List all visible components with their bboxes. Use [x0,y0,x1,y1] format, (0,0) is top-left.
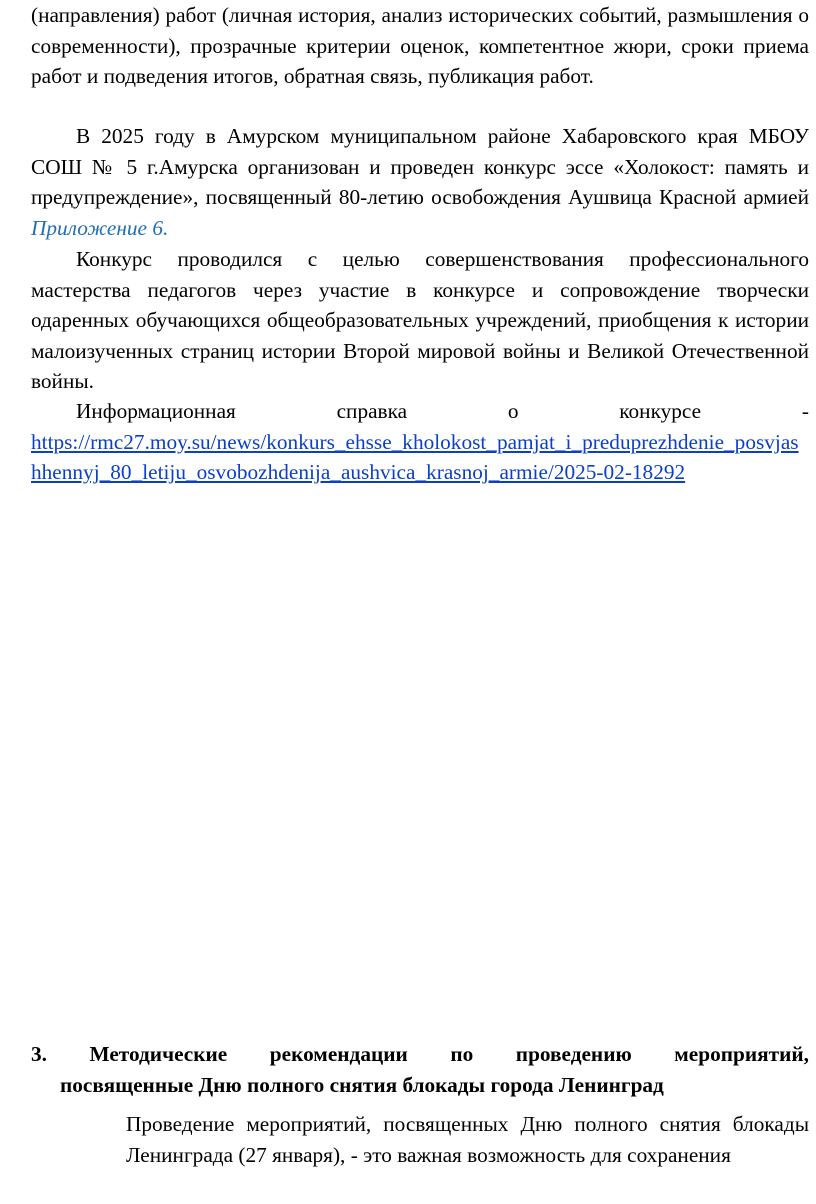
section-3-paragraph: Проведение мероприятий, посвященных Дню полного снятия блокады Ленинграда (27 января), - это важная возможность для сохранения [126,1112,809,1167]
heading-word-6: мероприятий, [674,1042,809,1066]
info-word-4: конкурсе [619,399,702,423]
heading-word-3: рекомендации [269,1042,408,1066]
info-reference-line [31,396,809,427]
info-word-1: Информационная [76,399,236,423]
paragraph-contest-purpose: Конкурс проводился с целью совершенствования профессионального мастерства педагогов через участие в конкурсе и сопровождение творчески одаренных обучающихся общеобразовательных учреждений, приобщения к истории малоизученных страниц истории Второй мировой войны и Великой Отечественной войны. [31,247,809,393]
paragraph-contest-2025 [31,121,809,243]
section-3-heading-line-2: посвященные Дню полного снятия блокады города Ленинград [60,1072,664,1097]
info-word-3: о [507,399,519,423]
paragraph-criteria: (направления) работ (личная история, анализ исторических событий, размышления о современности), прозрачные критерии оценок, компетентное жюри, сроки приема работ и подведения итогов, обратная связь, публикация работ. [31,3,809,88]
info-word-2: справка [336,399,408,423]
contest-info-url-link[interactable]: https://rmc27.moy.su/news/konkurs_ehsse_kholokost_pamjat_i_preduprezhdenie_posvjashhennyj_80_letiju_osvobozhdenija_aushvica_krasnoj_armie/2025-02-18292 [31,429,799,484]
section-3-heading [31,1039,809,1100]
section-3-heading-line-1 [31,1039,809,1070]
heading-word-4: по [450,1042,474,1066]
heading-word-1: 3. [31,1042,47,1066]
info-dash: - [801,399,809,423]
heading-word-5: проведению [515,1042,632,1066]
paragraph-info-reference [31,396,809,488]
appendix-6-link[interactable]: Приложение 6. [31,215,169,240]
heading-word-2: Методические [89,1042,228,1066]
paragraph-contest-2025-text: В 2025 году в Амурском муниципальном районе Хабаровского края МБОУ СОШ № 5 г.Амурска организован и проведен конкурс эссе «Холокост: память и предупреждение», посвященный 80-летию освобождения Аушвица Красной армией [31,124,809,209]
